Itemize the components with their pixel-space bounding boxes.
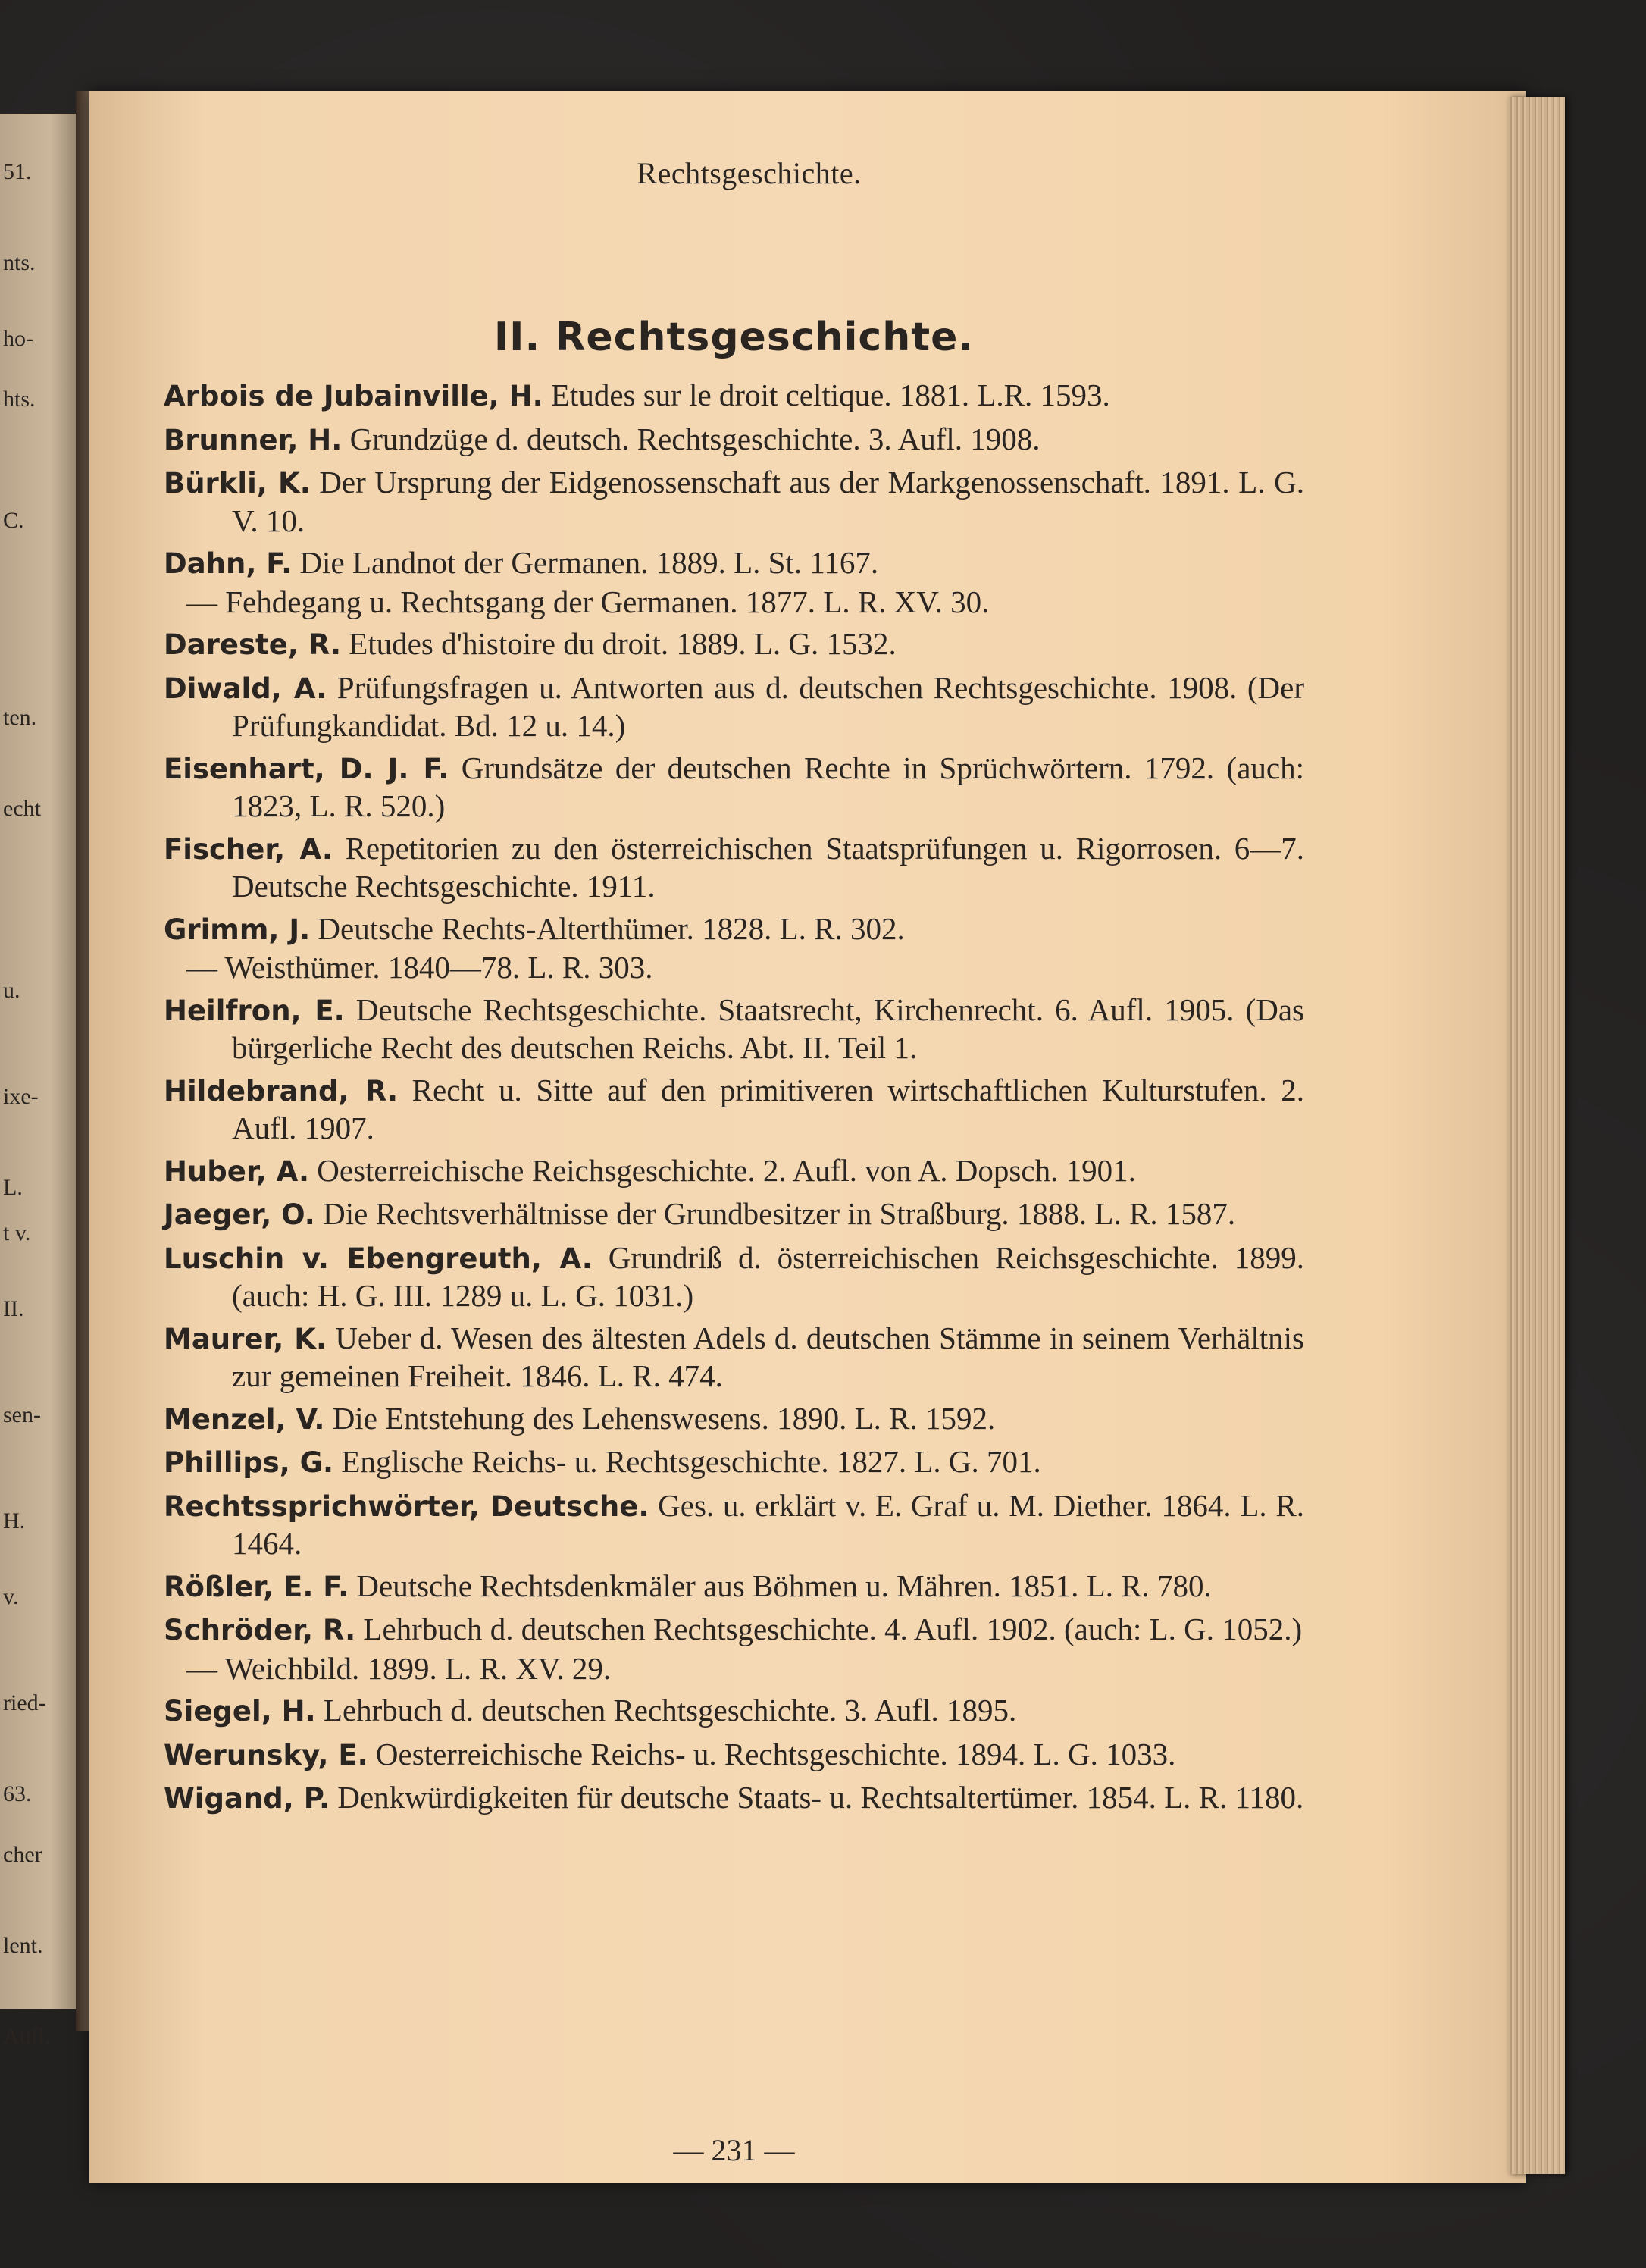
entry-author: Heilfron, E. bbox=[164, 994, 345, 1027]
previous-page-fragment: hts. bbox=[3, 387, 36, 412]
entry-author: Bürkli, K. bbox=[164, 467, 311, 500]
entry-author: Fischer, A. bbox=[164, 832, 333, 866]
previous-page-fragment: H. bbox=[3, 1508, 26, 1533]
bibliography-entry bbox=[164, 991, 1304, 1067]
entry-text: Deutsche Rechtsgeschichte. Staatsrecht, Kirchenrecht. 6. Aufl. 1905. (Das bürgerliche Recht des deutschen Reichs. Abt. II. Teil 1. bbox=[232, 991, 1304, 1065]
entry-text: Englische Reichs- u. Rechtsgeschichte. 1827. L. G. 701. bbox=[341, 1444, 1041, 1479]
entry-text: Denkwürdigkeiten für deutsche Staats- u. Rechtsaltertümer. 1854. L. R. 1180. bbox=[337, 1780, 1304, 1815]
page-stack-edge bbox=[1508, 97, 1565, 2174]
bibliography-list bbox=[164, 377, 1304, 1823]
previous-page-fragment: cher bbox=[3, 1842, 42, 1867]
bibliography-entry bbox=[164, 1443, 1304, 1482]
entry-author: Schröder, R. bbox=[164, 1614, 356, 1646]
entry-author: Jaeger, O. bbox=[164, 1198, 315, 1231]
bibliography-entry bbox=[164, 1611, 1304, 1649]
entry-author: Rößler, E. F. bbox=[164, 1570, 349, 1603]
entry-text: Deutsche Rechts-Alterthümer. 1828. L. R. 302. bbox=[318, 910, 905, 946]
previous-page-edge bbox=[0, 114, 83, 2049]
entry-author: Eisenhart, D. J. F. bbox=[164, 752, 449, 785]
entry-text: Grundzüge d. deutsch. Rechtsgeschichte. 3. Aufl. 1908. bbox=[349, 421, 1040, 456]
bibliography-entry bbox=[164, 1779, 1304, 1818]
entry-text: Die Rechtsverhältnisse der Grundbesitzer in Straßburg. 1888. L. R. 1587. bbox=[323, 1196, 1236, 1231]
bibliography-entry bbox=[164, 910, 1304, 949]
entry-text: Ges. u. erklärt v. E. Graf u. M. Diether. 1864. L. R. 1464. bbox=[232, 1487, 1304, 1561]
entry-author: Wigand, P. bbox=[164, 1782, 330, 1815]
entry-author: Luschin v. Ebengreuth, A. bbox=[164, 1242, 593, 1275]
entry-text: — Weisthümer. 1840—78. L. R. 303. bbox=[186, 950, 653, 985]
entry-author: Dareste, R. bbox=[164, 628, 341, 661]
entry-text: Repetitorien zu den österreichischen Staatsprüfungen u. Rigorrosen. 6—7. Deutsche Rechtsgeschichte. 1911. bbox=[232, 830, 1305, 904]
bibliography-entry bbox=[164, 625, 1304, 664]
bibliography-entry bbox=[164, 584, 1304, 621]
previous-page-fragment: echt bbox=[3, 796, 41, 821]
bibliography-entry bbox=[164, 1152, 1304, 1191]
entry-text: Lehrbuch d. deutschen Rechtsgeschichte. 3. Aufl. 1895. bbox=[323, 1693, 1017, 1728]
bibliography-entry bbox=[164, 830, 1304, 905]
bibliography-entry bbox=[164, 1650, 1304, 1687]
bibliography-entry bbox=[164, 949, 1304, 986]
previous-page-fragment: ixe- bbox=[3, 1084, 39, 1109]
bibliography-entry bbox=[164, 669, 1304, 744]
previous-page-fragment: nts. bbox=[3, 250, 36, 275]
entry-text: Oesterreichische Reichsgeschichte. 2. Aufl. von A. Dopsch. 1901. bbox=[317, 1152, 1136, 1188]
bibliography-entry bbox=[164, 377, 1304, 415]
entry-text: Grundriß d. österreichischen Reichsgeschichte. 1899. (auch: H. G. III. 1289 u. L. G. 1031.) bbox=[232, 1239, 1304, 1313]
bibliography-entry bbox=[164, 1736, 1304, 1775]
previous-page-fragment: ho- bbox=[3, 326, 33, 351]
entry-author: Brunner, H. bbox=[164, 423, 343, 456]
entry-author: Maurer, K. bbox=[164, 1322, 327, 1355]
bibliography-entry bbox=[164, 464, 1304, 539]
bibliography-entry bbox=[164, 750, 1304, 825]
entry-author: Menzel, V. bbox=[164, 1402, 325, 1436]
entry-text: Die Landnot der Germanen. 1889. L. St. 1167. bbox=[299, 545, 879, 580]
bibliography-entry bbox=[164, 544, 1304, 583]
previous-page-fragment: II. bbox=[3, 1296, 24, 1321]
previous-page-fragment: 51. bbox=[3, 159, 32, 184]
entry-author: Hildebrand, R. bbox=[164, 1074, 399, 1107]
previous-page-fragment: 63. bbox=[3, 1781, 32, 1806]
entry-text: — Weichbild. 1899. L. R. XV. 29. bbox=[186, 1650, 612, 1686]
page-number: — 231 — bbox=[673, 2133, 795, 2167]
entry-author: Werunsky, E. bbox=[164, 1738, 368, 1771]
entry-author: Diwald, A. bbox=[164, 672, 327, 705]
entry-author: Phillips, G. bbox=[164, 1446, 334, 1479]
entry-text: Grundsätze der deutschen Rechte in Sprüchwörtern. 1792. (auch: 1823, L. R. 520.) bbox=[232, 750, 1304, 823]
bibliography-entry bbox=[164, 1568, 1304, 1606]
entry-author: Huber, A. bbox=[164, 1154, 310, 1188]
bibliography-entry bbox=[164, 1320, 1304, 1395]
previous-page-fragment: Aufl. bbox=[3, 2024, 51, 2049]
bibliography-entry bbox=[164, 1400, 1304, 1439]
previous-page-fragment: v. bbox=[3, 1584, 19, 1609]
entry-text: Oesterreichische Reichs- u. Rechtsgeschichte. 1894. L. G. 1033. bbox=[375, 1736, 1176, 1771]
previous-page-fragment: u. bbox=[3, 978, 20, 1003]
entry-text: Etudes sur le droit celtique. 1881. L.R. 1593. bbox=[550, 377, 1110, 412]
running-head: Rechtsgeschichte. bbox=[637, 156, 862, 190]
entry-author: Arbois de Jubainville, H. bbox=[164, 380, 543, 412]
entry-author: Grimm, J. bbox=[164, 913, 311, 946]
section-title: II. Rechtsgeschichte. bbox=[493, 315, 975, 360]
entry-text: Recht u. Sitte auf den primitiveren wirtschaftlichen Kulturstufen. 2. Aufl. 1907. bbox=[232, 1072, 1305, 1145]
entry-author: Rechtssprichwörter, Deutsche. bbox=[164, 1490, 649, 1523]
bibliography-entry bbox=[164, 1692, 1304, 1731]
previous-page-fragment: lent. bbox=[3, 1933, 43, 1958]
bibliography-entry bbox=[164, 1195, 1304, 1234]
entry-text: Prüfungsfragen u. Antworten aus d. deutschen Rechtsgeschichte. 1908. (Der Prüfungkandidat. Bd. 12 u. 14.) bbox=[232, 669, 1305, 743]
entry-text: Deutsche Rechtsdenkmäler aus Böhmen u. Mähren. 1851. L. R. 780. bbox=[356, 1568, 1212, 1603]
entry-text: Lehrbuch d. deutschen Rechtsgeschichte. 4. Aufl. 1902. (auch: L. G. 1052.) bbox=[363, 1612, 1303, 1646]
page-content bbox=[164, 155, 1305, 2167]
bibliography-entry bbox=[164, 1239, 1304, 1314]
entry-text: Der Ursprung der Eidgenossenschaft aus der Markgenossenschaft. 1891. L. G. V. 10. bbox=[232, 465, 1304, 538]
entry-author: Dahn, F. bbox=[164, 547, 293, 580]
previous-page-fragment: L. bbox=[3, 1175, 23, 1200]
entry-text: Ueber d. Wesen des ältesten Adels d. deutschen Stämme in seinem Verhältnis zur gemeinen Freiheit. 1846. L. R. 474. bbox=[232, 1320, 1304, 1393]
bibliography-entry bbox=[164, 1072, 1304, 1147]
previous-page-fragment: C. bbox=[3, 508, 24, 533]
bibliography-entry bbox=[164, 421, 1304, 459]
entry-text: Die Entstehung des Lehenswesens. 1890. L. R. 1592. bbox=[332, 1400, 996, 1436]
entry-text: — Fehdegang u. Rechtsgang der Germanen. 1877. L. R. XV. 30. bbox=[186, 584, 990, 619]
entry-text: Etudes d'histoire du droit. 1889. L. G. 1532. bbox=[349, 626, 897, 661]
previous-page-fragment: ten. bbox=[3, 705, 37, 730]
previous-page-fragment: t v. bbox=[3, 1220, 31, 1245]
bibliography-entry bbox=[164, 1487, 1304, 1562]
previous-page-fragment: ried- bbox=[3, 1690, 46, 1715]
previous-page-fragment: sen- bbox=[3, 1402, 41, 1427]
entry-author: Siegel, H. bbox=[164, 1695, 316, 1728]
